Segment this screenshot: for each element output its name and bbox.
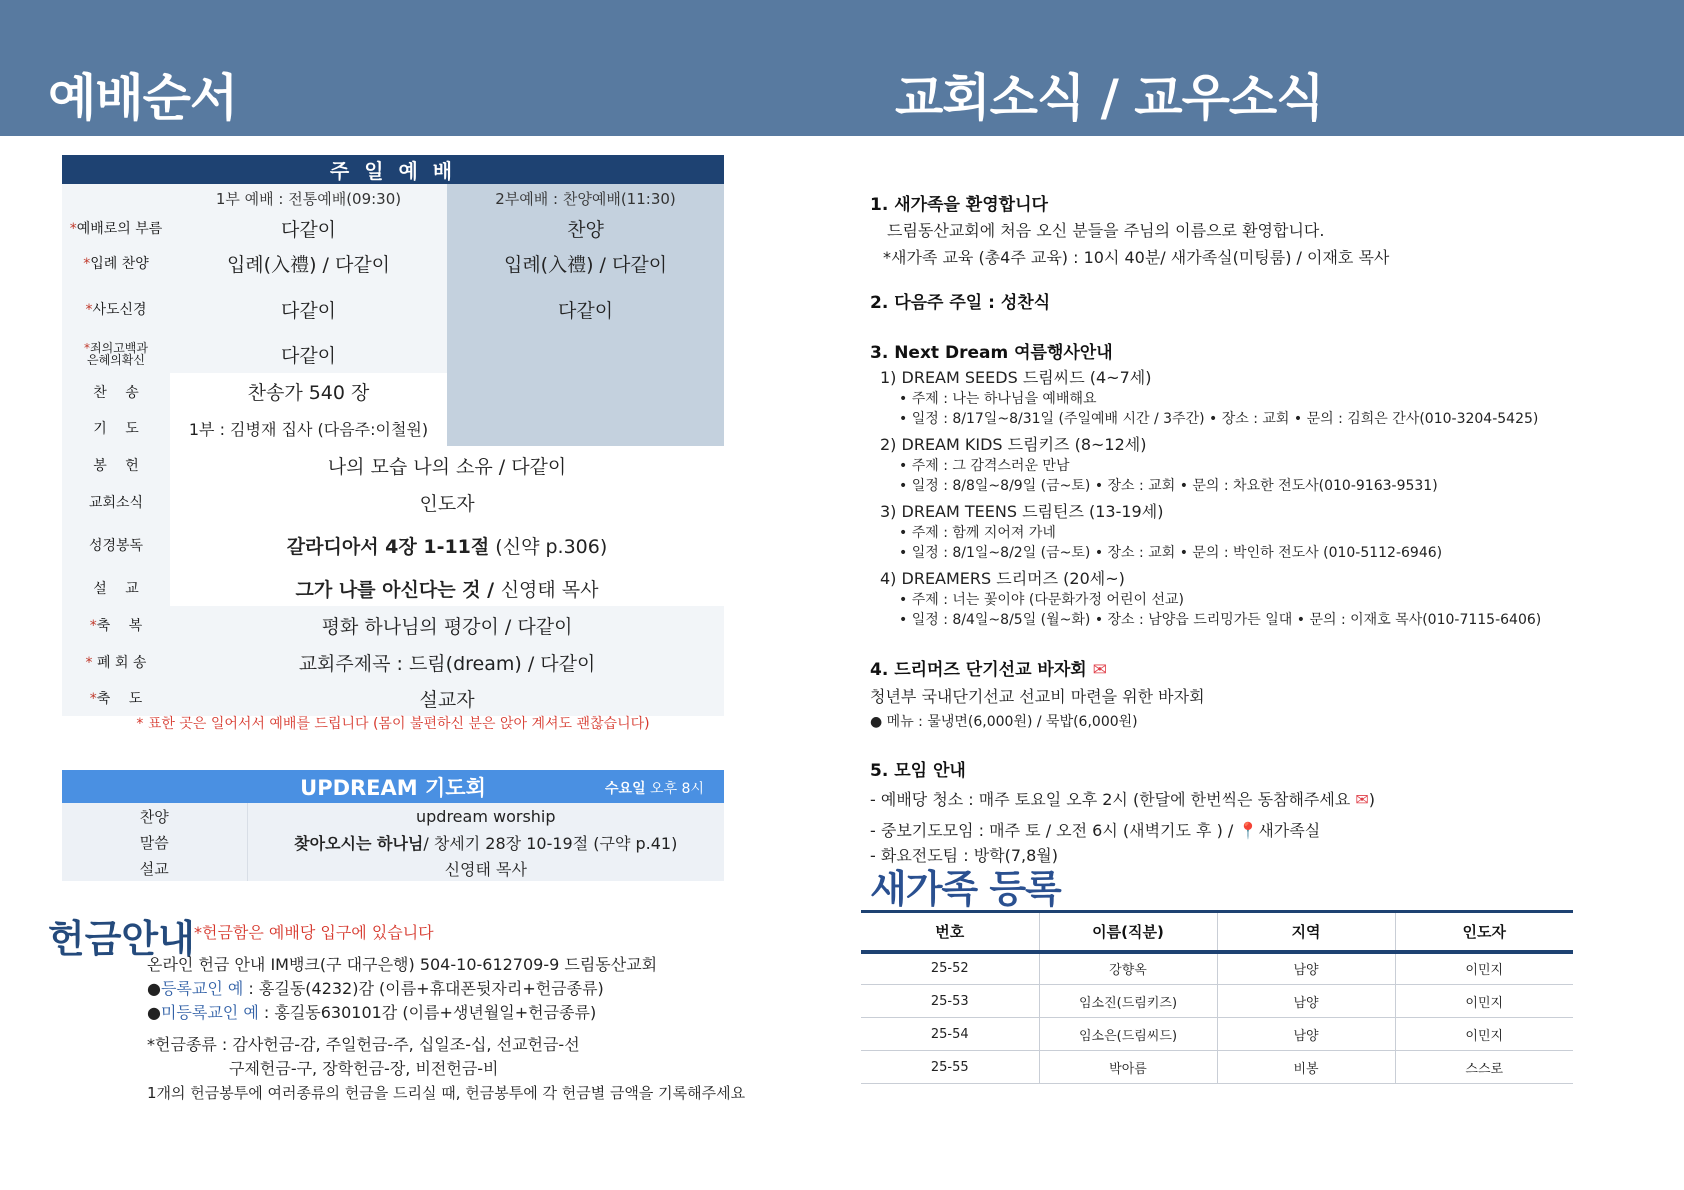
- table-row: [62, 855, 724, 881]
- row-value-first: 다같이: [170, 335, 447, 373]
- news-line: 청년부 국내단기선교 선교비 마련을 위한 바자회: [870, 687, 1205, 706]
- row-value-second: 찬양: [447, 213, 724, 243]
- updream-heading: [62, 770, 724, 803]
- event-heading: 1) DREAM SEEDS 드림씨드 (4~7세): [880, 368, 1152, 387]
- table-row: *축 도 설교자: [62, 680, 724, 716]
- summer-events-list: [870, 365, 1650, 629]
- table-cell: 박아름: [1039, 1051, 1217, 1084]
- row-label: 봉 헌: [62, 446, 170, 484]
- row-label: 사도신경: [92, 302, 147, 318]
- column-header: 지역: [1217, 912, 1395, 952]
- row-value-first: 입례(入禮) / 다같이: [170, 243, 447, 283]
- row-value: 갈라디아서 4장 1-11절 (신약 p.306): [170, 520, 724, 570]
- offering-envelope-note: 1개의 헌금봉투에 여러종류의 헌금을 드리실 때, 헌금봉투에 각 헌금별 금액을 기록해주세요: [147, 1084, 746, 1102]
- table-cell: 남양: [1217, 1018, 1395, 1051]
- event-info: • 일정 : 8/1일~8/2일 (금~토) • 장소 : 교회 • 문의 : 박인하 전도사 (010-5112-6946): [899, 545, 1443, 561]
- row-label: 축 복: [96, 618, 143, 634]
- standing-note: * 표한 곳은 일어서서 예배를 드립니다 (몸이 불편하신 분은 앉아 계셔도 괜찮습니다): [136, 716, 650, 732]
- registered-example-line: ●등록교인 예 : 홍길동(4232)감 (이름+휴대폰뒷자리+헌금종류): [147, 979, 604, 998]
- row-label: 축 도: [96, 691, 143, 707]
- table-cell: 이민지: [1395, 952, 1573, 985]
- table-cell: 임소은(드림씨드): [1039, 1018, 1217, 1051]
- row-label: 입례 찬양: [90, 256, 149, 272]
- pin-icon: 📍: [1238, 821, 1259, 840]
- table-row: [62, 520, 724, 570]
- event-heading: 2) DREAM KIDS 드림키즈 (8~12세): [880, 435, 1147, 454]
- event-theme: • 주제 : 그 감격스러운 만남: [899, 458, 1070, 474]
- news-section-title: 1. 새가족을 환영합니다: [870, 195, 1048, 215]
- news-line: - 화요전도팀 : 방학(7,8월): [870, 846, 1058, 865]
- sunday-worship-table: [62, 155, 724, 716]
- table-cell: 임소진(드림키즈): [1039, 985, 1217, 1018]
- event-theme: • 주제 : 함께 지어져 가네: [899, 525, 1056, 541]
- row-value: 설교자: [170, 680, 724, 716]
- table-row: *사도신경 다같이 다같이: [62, 283, 724, 335]
- table-row: [861, 952, 1573, 985]
- row-label: 폐 회 송: [92, 655, 147, 671]
- offering-title: 헌금안내: [48, 917, 195, 961]
- row-value: 교회주제곡 : 드림(dream) / 다같이: [170, 644, 724, 680]
- table-row: [861, 1051, 1573, 1084]
- row-label: 죄의고백과: [90, 341, 148, 355]
- row-value: 신영태 목사: [247, 855, 724, 881]
- row-label: 말씀: [62, 829, 247, 855]
- new-family-registration-title: 새가족 등록: [870, 867, 1061, 911]
- row-value-second: 입례(入禮) / 다같이: [447, 243, 724, 283]
- event-info: • 일정 : 8/4일~8/5일 (월~화) • 장소 : 남양읍 드리밍가든 일대 • 문의 : 이재호 목사(010-7115-6406): [899, 612, 1542, 628]
- table-cell: 25-54: [861, 1018, 1039, 1051]
- event-theme: • 주제 : 나는 하나님을 예배해요: [899, 391, 1097, 407]
- table-row: [62, 373, 724, 410]
- heart-envelope-icon: ✉: [1092, 660, 1107, 680]
- unregistered-example-line: ●미등록교인 예 : 홍길동630101감 (이름+생년월일+헌금종류): [147, 1003, 597, 1022]
- sunday-worship-heading: 주 일 예 배: [62, 155, 724, 184]
- table-cell: 스스로: [1395, 1051, 1573, 1084]
- updream-time: 오후 8시: [645, 781, 704, 797]
- table-cell: 25-53: [861, 985, 1039, 1018]
- table-cell: 25-52: [861, 952, 1039, 985]
- table-row: *축 복 평화 하나님의 평강이 / 다같이: [62, 606, 724, 644]
- church-news: [870, 190, 1650, 866]
- table-row: [861, 1018, 1573, 1051]
- table-cell: 비봉: [1217, 1051, 1395, 1084]
- column-header: 이름(직분): [1039, 912, 1217, 952]
- news-section-title: 2. 다음주 주일 : 성찬식: [870, 293, 1051, 313]
- row-label: 예배로의 부름: [76, 221, 163, 237]
- table-row: [62, 803, 724, 829]
- row-label: 성경봉독: [62, 520, 170, 570]
- row-label: 기 도: [62, 410, 170, 446]
- row-label: 설 교: [62, 570, 170, 606]
- updream-day: 수요일: [605, 781, 646, 797]
- news-line: *새가족 교육 (총4주 교육) : 10시 40분/ 새가족실(미팅룸) / 이재호 목사: [883, 248, 1390, 267]
- table-cell: 남양: [1217, 985, 1395, 1018]
- column-header: 인도자: [1395, 912, 1573, 952]
- event-heading: 3) DREAM TEENS 드림틴즈 (13-19세): [880, 502, 1164, 521]
- table-row: [62, 446, 724, 484]
- worship-order-title: 예배순서: [48, 69, 238, 127]
- first-service-header: 1부 예배 : 전통예배(09:30): [170, 184, 447, 213]
- table-row: [62, 570, 724, 606]
- event-info: • 일정 : 8/17일~8/31일 (주일예배 시간 / 3주간) • 장소 : 교회 • 문의 : 김희은 간사(010-3204-5425): [899, 411, 1539, 427]
- online-offering-line: 온라인 헌금 안내 IM뱅크(구 대구은행) 504-10-612709-9 드림동산교회: [147, 955, 658, 974]
- row-label-second-line: 은혜의확신: [87, 353, 145, 367]
- table-row: *입례 찬양 입례(入禮) / 다같이 입례(入禮) / 다같이: [62, 243, 724, 283]
- event-info: • 일정 : 8/8일~8/9일 (금~토) • 장소 : 교회 • 문의 : 차요한 전도사(010-9163-9531): [899, 478, 1438, 494]
- news-section-title: 5. 모임 안내: [870, 761, 966, 781]
- offering-types-line-2: 구제헌금-구, 장학헌금-장, 비전헌금-비: [229, 1059, 499, 1078]
- row-value-first: 찬송가 540 장: [170, 373, 447, 410]
- news-line: - 예배당 청소 : 매주 토요일 오후 2시 (한달에 한번씩은 동참해주세요 ✉): [870, 790, 1376, 809]
- table-row: [62, 410, 724, 446]
- row-label: 설교: [62, 855, 247, 881]
- row-value: 평화 하나님의 평강이 / 다같이: [170, 606, 724, 644]
- table-cell: 강향옥: [1039, 952, 1217, 985]
- event-theme: • 주제 : 너는 꽃이야 (다문화가정 어린이 선교): [899, 592, 1184, 608]
- offering-box-note: *헌금함은 예배당 입구에 있습니다: [194, 923, 434, 942]
- header-band: [0, 0, 1684, 136]
- row-value: 그가 나를 아신다는 것 / 신영태 목사: [170, 570, 724, 606]
- news-section-title: 4. 드리머즈 단기선교 바자회 ✉: [870, 660, 1107, 680]
- row-value: 인도자: [170, 484, 724, 520]
- row-label: 찬양: [62, 803, 247, 829]
- updream-table: [62, 770, 724, 881]
- table-row: *죄의고백과 은혜의확신 다같이: [62, 335, 724, 373]
- news-section-title: 3. Next Dream 여름행사안내: [870, 343, 1113, 363]
- row-value: 찾아오시는 하나님/ 창세기 28장 10-19절 (구약 p.41): [247, 829, 724, 855]
- table-cell: 이민지: [1395, 985, 1573, 1018]
- news-line: ● 메뉴 : 물냉면(6,000원) / 묵밥(6,000원): [870, 714, 1138, 730]
- news-line: 드림동산교회에 처음 오신 분들을 주님의 이름으로 환영합니다.: [887, 221, 1325, 240]
- row-value-first: 다같이: [170, 213, 447, 243]
- heart-envelope-icon: ✉: [1355, 790, 1369, 809]
- table-row: [861, 985, 1573, 1018]
- offering-types-line: *헌금종류 : 감사헌금-감, 주일헌금-주, 십일조-십, 선교헌금-선: [147, 1035, 580, 1054]
- row-value-first: 1부 : 김병재 집사 (다음주:이철원): [170, 410, 447, 446]
- table-row: * 폐 회 송 교회주제곡 : 드림(dream) / 다같이: [62, 644, 724, 680]
- table-row: [62, 484, 724, 520]
- row-label: 교회소식: [62, 484, 170, 520]
- table-row: *예배로의 부름 다같이 찬양: [62, 213, 724, 243]
- row-value-first: 다같이: [170, 283, 447, 335]
- table-cell: 남양: [1217, 952, 1395, 985]
- row-value: updream worship: [247, 803, 724, 829]
- church-news-title: 교회소식 / 교우소식: [895, 69, 1324, 127]
- row-value: 나의 모습 나의 소유 / 다같이: [170, 446, 724, 484]
- table-cell: 이민지: [1395, 1018, 1573, 1051]
- column-header: 번호: [861, 912, 1039, 952]
- row-label: 찬 송: [62, 373, 170, 410]
- registration-table: [861, 910, 1573, 1084]
- news-line: - 중보기도모임 : 매주 토 / 오전 6시 (새벽기도 후 ) / 📍새가족실: [870, 821, 1321, 840]
- event-heading: 4) DREAMERS 드리머즈 (20세~): [880, 569, 1125, 588]
- row-value-second: 다같이: [447, 283, 724, 335]
- second-service-header: 2부예배 : 찬양예배(11:30): [447, 184, 724, 213]
- updream-title: UPDREAM 기도회: [300, 775, 486, 800]
- table-row: [62, 829, 724, 855]
- table-cell: 25-55: [861, 1051, 1039, 1084]
- offering-info: [147, 953, 745, 1105]
